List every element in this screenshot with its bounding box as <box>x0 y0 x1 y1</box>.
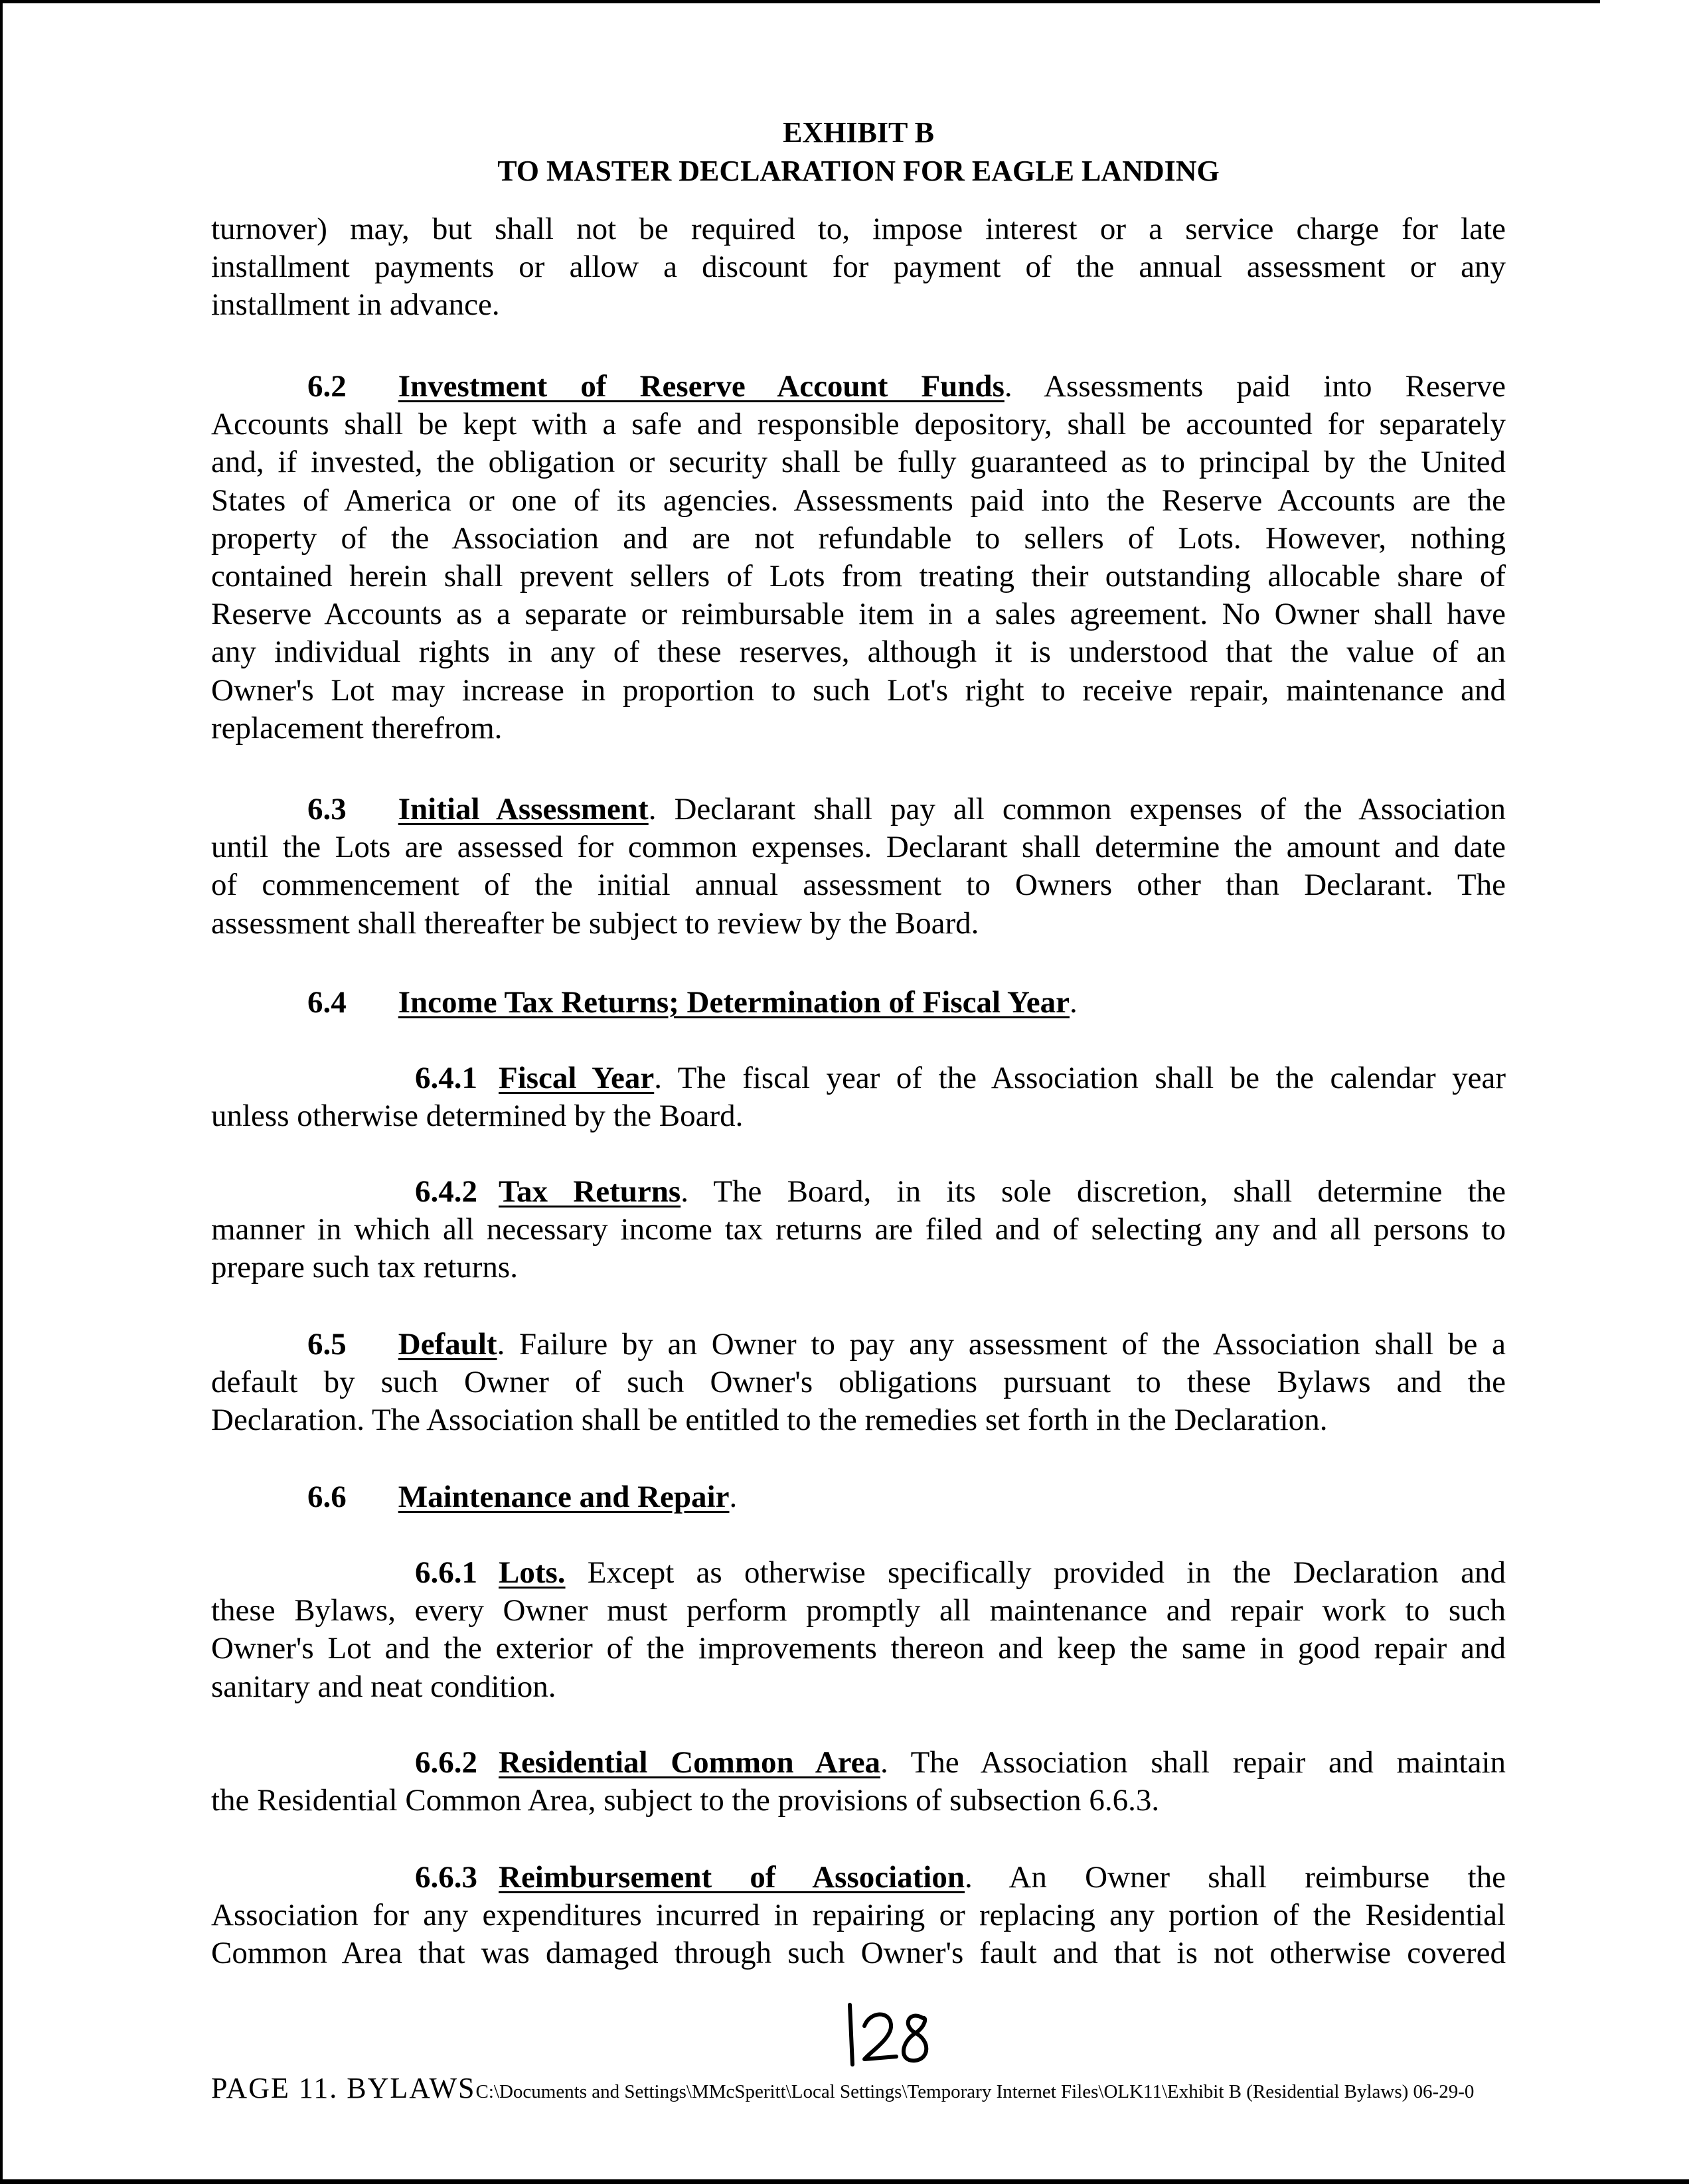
section-text: Except as otherwise specifically provided in the Declaration and <box>565 1555 1506 1590</box>
paragraph-line: States of America or one of its agencies. Assessments paid into the Reserve Accounts are the <box>211 483 1506 518</box>
section-first-line <box>211 1059 1506 1097</box>
section-6-5 <box>211 1326 1506 1440</box>
intro-paragraph <box>211 210 1506 325</box>
section-6-4-1 <box>211 1059 1506 1135</box>
exhibit-title: EXHIBIT B <box>783 116 934 149</box>
section-text: . The Board, in its sole discretion, shall determine the <box>681 1174 1506 1209</box>
section-title: Residential Common Area <box>499 1745 881 1780</box>
section-tail: . <box>729 1480 738 1514</box>
section-number: 6.4.2 <box>415 1174 477 1209</box>
section-text: . Assessments paid into Reserve <box>1004 369 1506 404</box>
section-title: Fiscal Year <box>499 1061 655 1095</box>
paragraph-line: any individual rights in any of these reserves, although it is understood that the value of an <box>211 635 1506 670</box>
paragraph-line: these Bylaws, every Owner must perform promptly all maintenance and repair work to such <box>211 1593 1506 1628</box>
paragraph-line: contained herein shall prevent sellers of Lots from treating their outstanding allocable share of <box>211 559 1506 594</box>
paragraph-line: Reserve Accounts as a separate or reimbursable item in a sales agreement. No Owner shall have <box>211 597 1506 632</box>
section-title: Lots. <box>499 1555 566 1590</box>
paragraph-line: prepare such tax returns. <box>211 1250 518 1285</box>
paragraph-line: Accounts shall be kept with a safe and responsible depository, shall be accounted for separately <box>211 407 1506 442</box>
scan-edge-bottom <box>0 2179 1689 2184</box>
paragraph-line: default by such Owner of such Owner's obligations pursuant to these Bylaws and the <box>211 1365 1506 1400</box>
paragraph-line: assessment shall thereafter be subject to review by the Board. <box>211 905 979 941</box>
section-text: . Failure by an Owner to pay any assessment of the Association shall be a <box>497 1327 1506 1362</box>
section-tail: . <box>1069 985 1078 1020</box>
paragraph-line: of commencement of the initial annual assessment to Owners other than Declarant. The <box>211 868 1506 903</box>
section-text: . An Owner shall reimburse the <box>965 1860 1506 1895</box>
section-title: Default <box>398 1327 497 1362</box>
section-title: Income Tax Returns; Determination of Fiscal Year <box>398 985 1070 1020</box>
section-number: 6.5 <box>307 1327 347 1362</box>
section-6-6-2 <box>211 1744 1506 1820</box>
section-number: 6.4.1 <box>415 1061 477 1095</box>
section-number: 6.6.1 <box>415 1555 477 1590</box>
section-number: 6.6 <box>307 1480 347 1514</box>
section-first-line <box>211 1173 1506 1211</box>
paragraph-line: property of the Association and are not refundable to sellers of Lots. However, nothing <box>211 520 1506 556</box>
section-heading-line <box>211 984 1506 1022</box>
scan-edge-top <box>0 0 1600 3</box>
paragraph-line: sanitary and neat condition. <box>211 1669 556 1704</box>
section-first-line <box>211 1744 1506 1782</box>
section-number: 6.4 <box>307 985 347 1020</box>
section-number: 6.3 <box>307 792 347 826</box>
section-title: Investment of Reserve Account Funds <box>398 369 1005 404</box>
section-6-6-1 <box>211 1554 1506 1706</box>
paragraph-line: replacement therefrom. <box>211 710 503 745</box>
section-6-4 <box>211 984 1506 1022</box>
paragraph-line: installment in advance. <box>211 287 500 323</box>
section-first-line <box>211 1554 1506 1592</box>
section-title: Initial Assessment <box>398 792 649 826</box>
section-number: 6.6.3 <box>415 1860 477 1895</box>
section-6-6-3 <box>211 1859 1506 1973</box>
section-first-line <box>211 1326 1506 1364</box>
paragraph-line: Declaration. The Association shall be entitled to the remedies set forth in the Declaration. <box>211 1403 1328 1438</box>
section-first-line <box>211 1859 1506 1897</box>
section-text: . The fiscal year of the Association shall be the calendar year <box>654 1061 1506 1095</box>
section-number: 6.6.2 <box>415 1745 477 1780</box>
paragraph-line: installment payments or allow a discount for payment of the annual assessment or any <box>211 250 1506 285</box>
paragraph-line: Owner's Lot may increase in proportion to such Lot's right to receive repair, maintenance and <box>211 672 1506 708</box>
section-6-2 <box>211 368 1506 747</box>
paragraph-line: Owner's Lot and the exterior of the improvements thereon and keep the same in good repair and <box>211 1631 1506 1666</box>
footer-file-path: C:\Documents and Settings\MMcSperitt\Local Settings\Temporary Internet Files\OLK11\Exhibit B (Residential Bylaws) 06-29-0 <box>475 2081 1475 2102</box>
paragraph-line: Association for any expenditures incurred in repairing or replacing any portion of the Residential <box>211 1898 1506 1933</box>
footer-page-label: PAGE 11. BYLAWS <box>211 2072 476 2104</box>
section-6-6 <box>211 1478 1506 1516</box>
paragraph-line: Common Area that was damaged through such Owner's fault and that is not otherwise covered <box>211 1936 1506 1971</box>
handwritten-page-number <box>838 1998 944 2071</box>
paragraph-line: until the Lots are assessed for common expenses. Declarant shall determine the amount and date <box>211 830 1506 865</box>
paragraph-line: manner in which all necessary income tax returns are filed and of selecting any and all persons to <box>211 1212 1506 1247</box>
section-first-line <box>211 368 1506 406</box>
section-title: Tax Returns <box>499 1174 681 1209</box>
section-title: Reimbursement of Association <box>499 1860 965 1895</box>
section-6-3 <box>211 791 1506 943</box>
section-first-line <box>211 791 1506 828</box>
section-6-4-2 <box>211 1173 1506 1287</box>
paragraph-line: the Residential Common Area, subject to the provisions of subsection 6.6.3. <box>211 1783 1160 1818</box>
page-footer <box>211 2071 1689 2105</box>
section-heading-line <box>211 1478 1506 1516</box>
section-number: 6.2 <box>307 369 347 404</box>
section-title: Maintenance and Repair <box>398 1480 730 1514</box>
section-text: . The Association shall repair and maintain <box>880 1745 1506 1780</box>
paragraph-line: turnover) may, but shall not be required to, impose interest or a service charge for late <box>211 212 1506 246</box>
exhibit-subtitle: TO MASTER DECLARATION FOR EAGLE LANDING <box>497 155 1220 187</box>
scan-edge-left <box>0 0 3 2184</box>
paragraph-line: unless otherwise determined by the Board. <box>211 1099 744 1134</box>
paragraph-line: and, if invested, the obligation or security shall be fully guaranteed as to principal by the United <box>211 445 1506 480</box>
section-text: . Declarant shall pay all common expenses of the Association <box>648 792 1506 826</box>
